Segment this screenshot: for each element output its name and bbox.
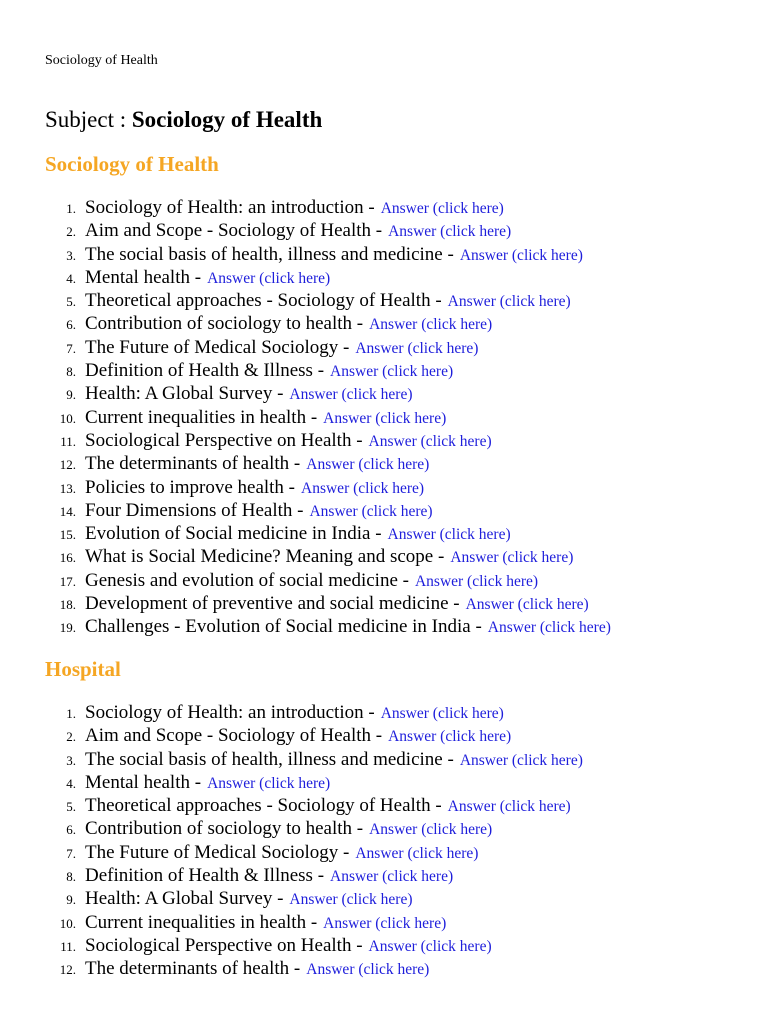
list-item-title: Aim and Scope - Sociology of Health - bbox=[85, 220, 383, 242]
answer-link[interactable]: Answer (click here) bbox=[207, 774, 331, 792]
section-heading: Sociology of Health bbox=[45, 152, 219, 176]
list-item-title-wrap bbox=[85, 243, 583, 267]
list-item-title: Theoretical approaches - Sociology of Health - bbox=[85, 795, 442, 817]
list-item-number: 19. bbox=[59, 620, 76, 636]
subject-prefix: Subject : bbox=[45, 107, 127, 132]
list-item-title-wrap bbox=[85, 841, 478, 865]
list-item-number: 4. bbox=[66, 270, 76, 286]
answer-link[interactable]: Answer (click here) bbox=[306, 961, 430, 979]
list-item-title-wrap bbox=[85, 359, 453, 383]
list-item-title-wrap bbox=[85, 266, 330, 290]
list-item-title-wrap bbox=[85, 864, 453, 888]
list-item-title: Evolution of Social medicine in India - bbox=[85, 523, 382, 545]
answer-link[interactable]: Answer (click here) bbox=[459, 246, 583, 264]
list-item-title-wrap bbox=[85, 196, 504, 220]
list-item-title-wrap bbox=[85, 817, 492, 841]
list-item-number: 6. bbox=[66, 822, 76, 838]
list-item-number: 8. bbox=[66, 869, 76, 885]
list-item-title-wrap bbox=[85, 289, 571, 313]
list-item-number: 9. bbox=[66, 387, 76, 403]
list-item-number: 11. bbox=[60, 433, 76, 449]
list-item-title-wrap bbox=[85, 887, 413, 911]
list-item-number: 16. bbox=[59, 550, 76, 566]
answer-link[interactable]: Answer (click here) bbox=[323, 409, 447, 427]
list-item-number: 17. bbox=[59, 573, 76, 589]
answer-link[interactable]: Answer (click here) bbox=[368, 937, 492, 955]
list-item-title-wrap bbox=[85, 476, 424, 500]
list-item-title: Aim and Scope - Sociology of Health - bbox=[85, 725, 383, 747]
list-item-title: The determinants of health - bbox=[85, 958, 301, 980]
list-item-number: 2. bbox=[66, 729, 76, 745]
list-item-number: 8. bbox=[66, 364, 76, 380]
list-item-title-wrap bbox=[85, 545, 573, 569]
answer-link[interactable]: Answer (click here) bbox=[289, 386, 413, 404]
answer-link[interactable]: Answer (click here) bbox=[207, 269, 331, 287]
subject-value: Sociology of Health bbox=[131, 107, 323, 132]
list-item-title-wrap bbox=[85, 382, 413, 406]
list-item-title-wrap bbox=[85, 701, 504, 725]
list-item-title: The social basis of health, illness and medicine - bbox=[85, 748, 454, 770]
list-item-title-wrap bbox=[85, 615, 611, 639]
answer-link[interactable]: Answer (click here) bbox=[447, 293, 571, 311]
list-item-number: 1. bbox=[66, 201, 76, 216]
list-item-title: The social basis of health, illness and medicine - bbox=[85, 243, 454, 265]
list-item-number: 7. bbox=[66, 340, 76, 356]
list-item-title-wrap bbox=[85, 499, 433, 523]
list-item-title-wrap bbox=[85, 429, 492, 453]
list-item-number: 5. bbox=[66, 799, 76, 815]
list-item-title: Sociological Perspective on Health - bbox=[85, 934, 363, 956]
list-item-number: 5. bbox=[66, 294, 76, 310]
list-item-number: 9. bbox=[66, 892, 76, 908]
list-item-title: Development of preventive and social medicine - bbox=[85, 593, 460, 615]
answer-link[interactable]: Answer (click here) bbox=[450, 549, 574, 567]
list-item-title-wrap bbox=[85, 934, 492, 958]
list-item-number: 7. bbox=[66, 845, 76, 861]
list-item-title: The determinants of health - bbox=[85, 453, 301, 475]
list-item-number: 3. bbox=[66, 247, 76, 263]
answer-link[interactable]: Answer (click here) bbox=[301, 479, 425, 497]
list-item-title: Contribution of sociology to health - bbox=[85, 313, 364, 335]
list-item-title: Sociological Perspective on Health - bbox=[85, 429, 363, 451]
section-heading: Hospital bbox=[45, 657, 121, 681]
list-item-title: Theoretical approaches - Sociology of Health - bbox=[85, 290, 442, 312]
answer-link[interactable]: Answer (click here) bbox=[369, 316, 493, 334]
list-item-number: 10. bbox=[59, 915, 76, 931]
answer-link[interactable]: Answer (click here) bbox=[459, 751, 583, 769]
answer-link[interactable]: Answer (click here) bbox=[369, 821, 493, 839]
answer-link[interactable]: Answer (click here) bbox=[368, 432, 492, 450]
list-item-number: 1. bbox=[66, 706, 76, 721]
list-item-title-wrap bbox=[85, 748, 583, 772]
list-item-title: The Future of Medical Sociology - bbox=[85, 841, 350, 863]
list-item-number: 10. bbox=[59, 410, 76, 426]
list-item-title-wrap bbox=[85, 724, 511, 748]
answer-link[interactable]: Answer (click here) bbox=[380, 200, 504, 217]
list-item-title-wrap bbox=[85, 794, 571, 818]
list-item-title: Definition of Health & Illness - bbox=[85, 360, 325, 382]
list-item-title-wrap bbox=[85, 406, 446, 430]
answer-link[interactable]: Answer (click here) bbox=[306, 456, 430, 474]
answer-link[interactable]: Answer (click here) bbox=[355, 339, 479, 357]
list-item-title: Mental health - bbox=[85, 266, 202, 288]
list-item-title-wrap bbox=[85, 452, 429, 476]
answer-link[interactable]: Answer (click here) bbox=[309, 502, 433, 520]
list-item-title: What is Social Medicine? Meaning and scope - bbox=[85, 546, 445, 568]
list-item-number: 13. bbox=[59, 480, 76, 496]
list-item-title-wrap bbox=[85, 522, 511, 546]
list-item-number: 12. bbox=[59, 962, 76, 978]
list-item-title: Sociology of Health: an introduction - bbox=[85, 197, 375, 218]
list-item-title: The Future of Medical Sociology - bbox=[85, 336, 350, 358]
list-item-title: Mental health - bbox=[85, 771, 202, 793]
list-item-number: 4. bbox=[66, 775, 76, 791]
list-item-title: Sociology of Health: an introduction - bbox=[85, 702, 375, 723]
list-item-title: Definition of Health & Illness - bbox=[85, 865, 325, 887]
list-item-number: 14. bbox=[59, 503, 76, 519]
answer-link[interactable]: Answer (click here) bbox=[388, 223, 512, 241]
list-item-title-wrap bbox=[85, 312, 492, 336]
answer-link[interactable]: Answer (click here) bbox=[380, 705, 504, 722]
list-item-title-wrap bbox=[85, 771, 330, 795]
list-item-number: 18. bbox=[59, 597, 76, 613]
list-item-number: 3. bbox=[66, 752, 76, 768]
answer-link[interactable]: Answer (click here) bbox=[447, 798, 571, 816]
list-item-number: 11. bbox=[60, 938, 76, 954]
answer-link[interactable]: Answer (click here) bbox=[323, 914, 447, 932]
list-item-title: Current inequalities in health - bbox=[85, 911, 318, 933]
list-item-title: Current inequalities in health - bbox=[85, 406, 318, 428]
list-item-title: Health: A Global Survey - bbox=[85, 383, 284, 405]
answer-link[interactable]: Answer (click here) bbox=[414, 572, 539, 590]
list-item-number: 2. bbox=[66, 224, 76, 240]
answer-link[interactable]: Answer (click here) bbox=[487, 619, 611, 637]
list-item-title: Policies to improve health - bbox=[85, 476, 296, 498]
list-item-title-wrap bbox=[85, 336, 478, 360]
document-header-label: Sociology of Health bbox=[45, 53, 158, 68]
answer-link[interactable]: Answer (click here) bbox=[330, 868, 454, 886]
list-item-title-wrap bbox=[85, 957, 429, 981]
subject-line bbox=[45, 106, 322, 134]
answer-link[interactable]: Answer (click here) bbox=[465, 596, 589, 614]
answer-link[interactable]: Answer (click here) bbox=[388, 728, 512, 746]
list-item-title-wrap bbox=[85, 569, 538, 593]
answer-link[interactable]: Answer (click here) bbox=[330, 363, 454, 381]
list-item-title-wrap bbox=[85, 592, 589, 616]
list-item-title: Challenges - Evolution of Social medicine in India - bbox=[85, 616, 482, 638]
list-item-title-wrap bbox=[85, 911, 446, 935]
answer-link[interactable]: Answer (click here) bbox=[387, 526, 511, 544]
list-item-number: 6. bbox=[66, 317, 76, 333]
list-item-number: 12. bbox=[59, 457, 76, 473]
list-item-title: Health: A Global Survey - bbox=[85, 888, 284, 910]
list-item-title: Four Dimensions of Health - bbox=[85, 499, 304, 521]
answer-link[interactable]: Answer (click here) bbox=[355, 844, 479, 862]
answer-link[interactable]: Answer (click here) bbox=[289, 891, 413, 909]
list-item-title-wrap bbox=[85, 219, 511, 243]
list-item-number: 15. bbox=[59, 527, 76, 543]
list-item-title: Genesis and evolution of social medicine - bbox=[85, 569, 409, 591]
list-item-title: Contribution of sociology to health - bbox=[85, 818, 364, 840]
